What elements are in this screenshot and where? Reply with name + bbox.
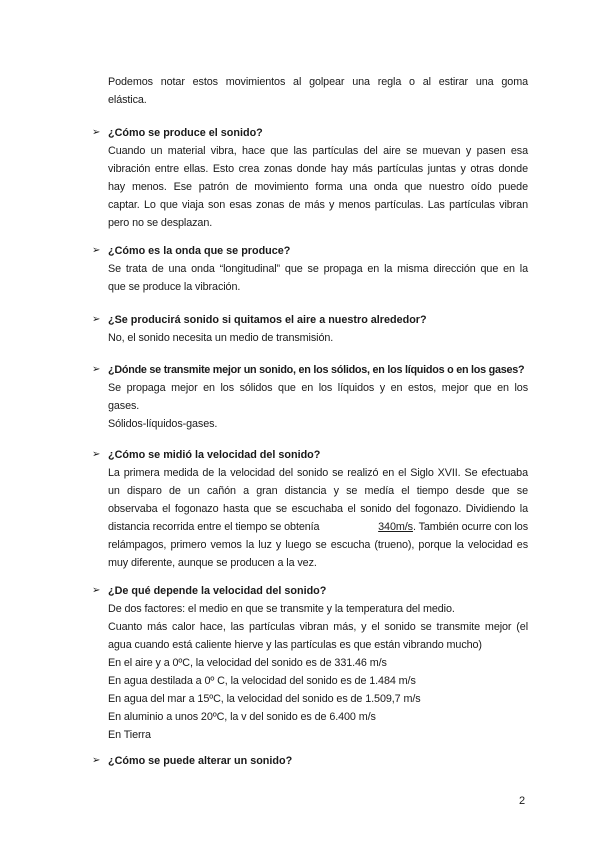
text-line: pero no se desplazan. [108, 217, 213, 229]
section-transmision [92, 361, 528, 433]
text-line [92, 518, 528, 536]
arrow-bullet-icon: ➢ [92, 314, 101, 325]
text-line: Se propaga mejor en los sólidos que en los líquidos y en estos, mejor que en los [108, 382, 528, 394]
arrow-bullet-icon: ➢ [92, 755, 101, 766]
section-heading: ➢ ¿Cómo es la onda que se produce? [92, 242, 528, 260]
section-produccion [92, 124, 528, 232]
speed-value: 340m/s. También ocurre con los [378, 521, 528, 533]
section-alteracion [92, 752, 528, 770]
text-line: Cuanto más calor hace, las partículas vibran más, y el sonido se transmite mejor (el [108, 621, 528, 633]
text-line: En el aire y a 0ºC, la velocidad del sonido es de 331.46 m/s [108, 657, 387, 669]
section-heading: ➢ ¿Cómo se puede alterar un sonido? [92, 752, 528, 770]
text-line: vibración entre ellas. Esto crea zonas donde hay más partículas juntas y otras donde [108, 163, 528, 175]
text-line: No, el sonido necesita un medio de transmisión. [108, 332, 334, 344]
text-line: agua cuando está caliente hierve y las partículas es que están vibrando mucho) [108, 639, 482, 651]
text-line: un disparo de un cañón a gran distancia y se medía el tiempo desde que se [108, 485, 528, 497]
text-line: En agua del mar a 15ºC, la velocidad del sonido es de 1.509,7 m/s [108, 693, 421, 705]
section-onda [92, 242, 528, 296]
text-fragment: distancia recorrida entre el tiempo se obtenía [108, 521, 320, 533]
arrow-bullet-icon: ➢ [92, 127, 101, 138]
text-line: En agua destilada a 0º C, la velocidad del sonido es de 1.484 m/s [108, 675, 416, 687]
arrow-bullet-icon: ➢ [92, 364, 101, 375]
text-line: observaba el fogonazo hasta que se escuchaba el sonido del fogonazo. Dividiendo la [108, 503, 528, 515]
section-heading: ➢ ¿Dónde se transmite mejor un sonido, en los sólidos, en los líquidos o en los gases? [92, 361, 528, 379]
section-heading: ➢ ¿Cómo se midió la velocidad del sonido? [92, 446, 528, 464]
text-line: La primera medida de la velocidad del sonido se realizó en el Siglo XVII. Se efectuaba [108, 467, 528, 479]
text-line: Cuando un material vibra, hace que las partículas del aire se muevan y pasen esa [108, 145, 528, 157]
section-medicion [92, 446, 528, 572]
page-number: 2 [519, 795, 526, 807]
section-heading: ➢ ¿Cómo se produce el sonido? [92, 124, 528, 142]
text-line: hay menos. Ese patrón de movimiento forma una onda que nuestro oído puede [108, 181, 528, 193]
text-line: gases. [108, 400, 140, 412]
intro-paragraph [92, 73, 528, 109]
text-line: En aluminio a unos 20ºC, la v del sonido es de 6.400 m/s [108, 711, 376, 723]
section-heading: ➢ ¿Se producirá sonido si quitamos el aire a nuestro alrededor? [92, 311, 528, 329]
text-line: elástica. [108, 94, 147, 106]
text-line: que se produce la vibración. [108, 281, 241, 293]
section-dependencia [92, 582, 528, 744]
text-line: captar. Lo que viaja son esas zonas de más y menos partículas. Las partículas vibran [108, 199, 528, 211]
text-line: En Tierra [108, 729, 151, 741]
text-line: Sólidos-líquidos-gases. [108, 418, 218, 430]
text-line: relámpagos, primero vemos la luz y luego se escucha (trueno), porque la velocidad es [108, 539, 528, 551]
text-line: De dos factores: el medio en que se transmite y la temperatura del medio. [108, 603, 455, 615]
text-line: Podemos notar estos movimientos al golpear una regla o al estirar una goma [108, 76, 528, 88]
text-line: Se trata de una onda “longitudinal” que se propaga en la misma dirección que en la [108, 263, 528, 275]
arrow-bullet-icon: ➢ [92, 449, 101, 460]
text-line: muy diferente, aunque se producen a la vez. [108, 557, 317, 569]
arrow-bullet-icon: ➢ [92, 245, 101, 256]
arrow-bullet-icon: ➢ [92, 585, 101, 596]
section-heading: ➢ ¿De qué depende la velocidad del sonido? [92, 582, 528, 600]
section-sin-aire [92, 311, 528, 347]
